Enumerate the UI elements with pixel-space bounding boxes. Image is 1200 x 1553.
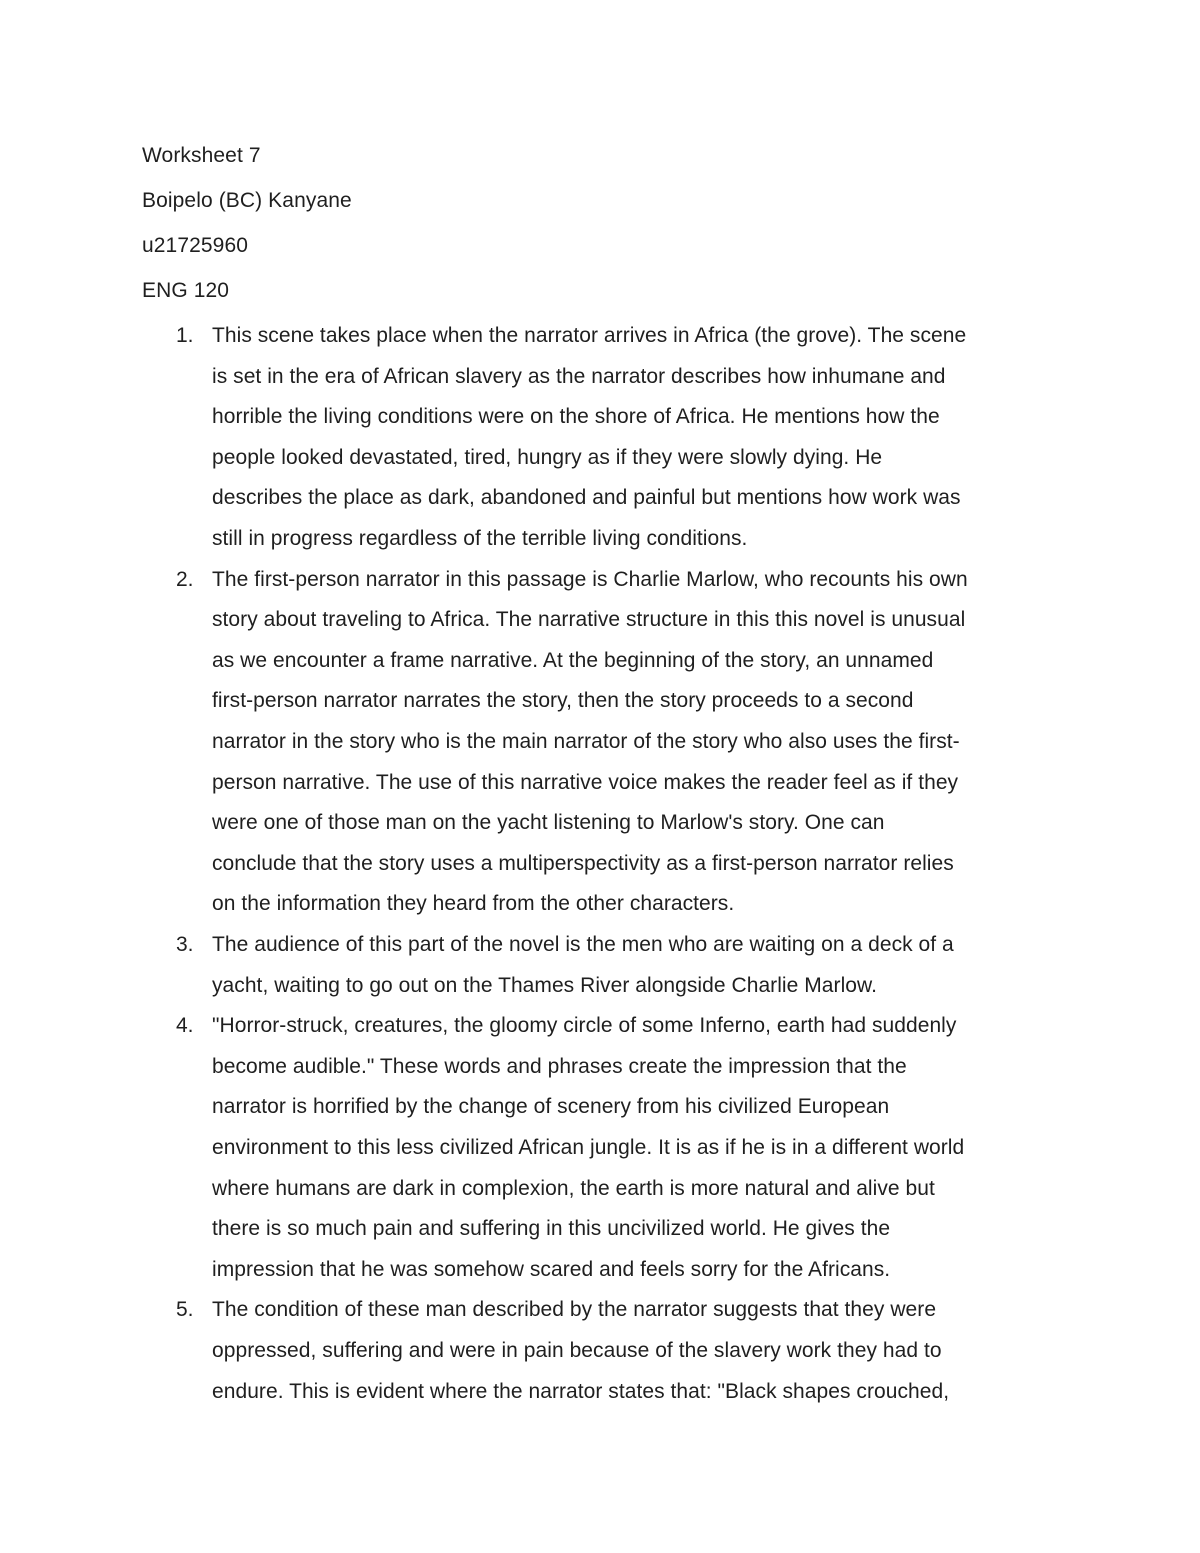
answer-text-line: as we encounter a frame narrative. At the beginning of the story, an unnamed (212, 648, 934, 672)
answer-text-line: on the information they heard from the other characters. (212, 892, 735, 916)
answer-text-line: "Horror-struck, creatures, the gloomy circle of some Inferno, earth had suddenly (212, 1014, 957, 1038)
answer-text-line: This scene takes place when the narrator arrives in Africa (the grove). The scene (212, 324, 967, 347)
answer-text-line: story about traveling to Africa. The narrative structure in this this novel is unusual (212, 608, 966, 632)
answer-text-line: The first-person narrator in this passage is Charlie Marlow, who recounts his own (212, 567, 968, 591)
answer-text-line: The condition of these man described by the narrator suggests that they were (212, 1298, 937, 1322)
student-number: u21725960 (142, 234, 249, 257)
course-code: ENG 120 (142, 279, 230, 302)
answer-text-line: impression that he was somehow scared and feels sorry for the Africans. (212, 1257, 891, 1281)
answer-text-line: there is so much pain and suffering in this uncivilized world. He gives the (212, 1217, 891, 1241)
answer-text-line: where humans are dark in complexion, the earth is more natural and alive but (212, 1176, 935, 1200)
answer-text-line: endure. This is evident where the narrator states that: "Black shapes crouched, (212, 1379, 950, 1403)
answer-text-line: people looked devastated, tired, hungry as if they were slowly dying. He (212, 445, 883, 469)
answer-text-line: horrible the living conditions were on the shore of Africa. He mentions how the (212, 405, 940, 429)
worksheet-title: Worksheet 7 (142, 144, 261, 167)
answer-text-line: become audible." These words and phrases create the impression that the (212, 1054, 907, 1078)
answer-text-line: conclude that the story uses a multiperspectivity as a first-person narrator relies (212, 851, 954, 875)
answer-text-line: still in progress regardless of the terrible living conditions. (212, 527, 748, 550)
answer-text-line: narrator is horrified by the change of scenery from his civilized European (212, 1095, 890, 1119)
answer-number: 3. (176, 933, 194, 956)
answer-text-line: describes the place as dark, abandoned and painful but mentions how work was (212, 486, 961, 510)
answer-number: 4. (176, 1014, 194, 1038)
answer-text-line: yacht, waiting to go out on the Thames River alongside Charlie Marlow. (212, 973, 877, 997)
answer-text-line: narrator in the story who is the main narrator of the story who also uses the first- (212, 730, 960, 753)
answer-text-line: environment to this less civilized African jungle. It is as if he is in a different world (212, 1136, 965, 1159)
answer-number: 2. (176, 567, 194, 591)
answer-number: 5. (176, 1298, 194, 1322)
answer-number: 1. (176, 324, 194, 347)
answer-text-line: oppressed, suffering and were in pain because of the slavery work they had to (212, 1339, 942, 1362)
answer-text-line: were one of those man on the yacht listening to Marlow's story. One can (212, 811, 885, 835)
answer-text-line: person narrative. The use of this narrative voice makes the reader feel as if they (212, 770, 959, 794)
answer-text-line: is set in the era of African slavery as the narrator describes how inhumane and (212, 364, 946, 388)
author-name: Boipelo (BC) Kanyane (142, 189, 352, 212)
answer-text-line: first-person narrator narrates the story, then the story proceeds to a second (212, 689, 914, 713)
answer-text-line: The audience of this part of the novel is the men who are waiting on a deck of a (212, 933, 954, 956)
